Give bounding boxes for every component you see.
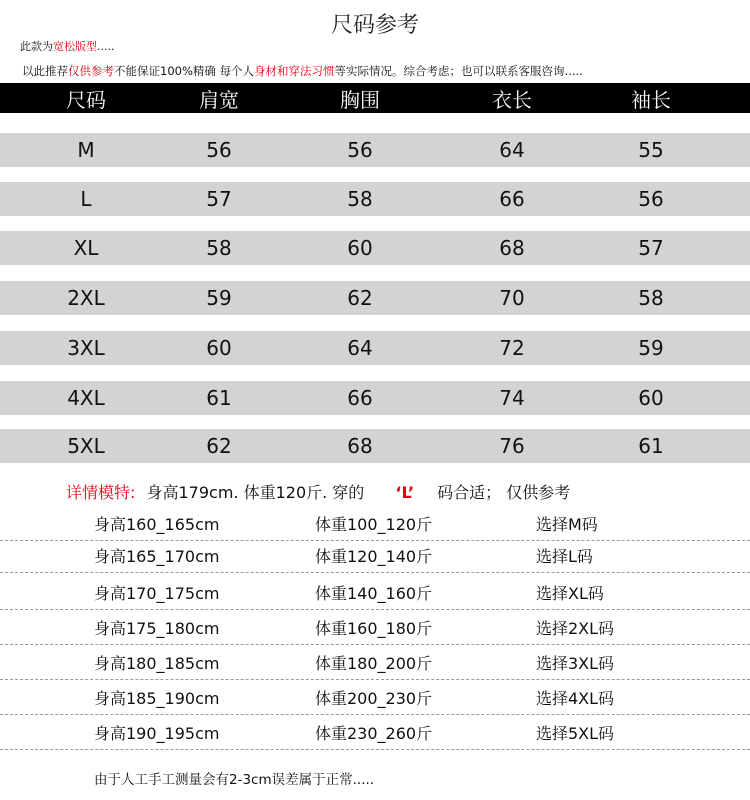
guide-height: 身高175_180cm (94, 619, 220, 638)
guide-weight: 体重140_160斤 (315, 584, 433, 603)
disclaimer-part1: 以此推荐 (22, 64, 68, 78)
cell-sleeve: 61 (638, 434, 664, 458)
guide-height: 身高160_165cm (94, 515, 220, 534)
cell-sleeve: 57 (638, 236, 664, 260)
cell-sleeve: 55 (638, 138, 664, 162)
cell-sleeve: 59 (638, 336, 664, 360)
guide-row (0, 539, 750, 573)
guide-size: 选择4XL码 (536, 689, 615, 708)
size-table-header (0, 83, 750, 113)
header-size: 尺码 (66, 87, 106, 112)
cell-size: L (80, 187, 92, 211)
style-note-suffix: ..... (97, 40, 115, 53)
cell-chest: 60 (347, 236, 373, 260)
model-suffix: 码合适； 仅供参考 (437, 483, 571, 502)
style-note-prefix: 此款为 (20, 40, 53, 53)
table-row (0, 331, 750, 365)
cell-size: 5XL (67, 434, 105, 458)
cell-sleeve: 56 (638, 187, 664, 211)
cell-chest: 66 (347, 386, 373, 410)
table-row (0, 133, 750, 167)
header-chest: 胸围 (340, 87, 380, 112)
style-note-highlight: 宽松版型 (53, 40, 97, 53)
model-info (66, 480, 570, 503)
guide-size: 选择L码 (536, 547, 593, 566)
header-shoulder: 肩宽 (199, 87, 239, 112)
guide-size: 选择XL码 (536, 584, 604, 603)
cell-shoulder: 56 (206, 138, 232, 162)
cell-shoulder: 59 (206, 286, 232, 310)
disclaimer-part3: 等实际情况。综合考虑；也可以联系客服咨询..... (334, 64, 583, 78)
model-text: 身高179cm. 体重120斤. 穿的 (146, 483, 365, 502)
guide-height: 身高165_170cm (94, 547, 220, 566)
cell-length: 68 (499, 236, 525, 260)
cell-size: M (77, 138, 95, 162)
cell-length: 70 (499, 286, 525, 310)
table-row (0, 429, 750, 463)
cell-chest: 58 (347, 187, 373, 211)
table-row (0, 381, 750, 415)
table-row (0, 281, 750, 315)
guide-height: 身高180_185cm (94, 654, 220, 673)
guide-size: 选择5XL码 (536, 724, 615, 743)
cell-chest: 62 (347, 286, 373, 310)
table-row (0, 231, 750, 265)
disclaimer-highlight2: 身材和穿法习惯 (254, 64, 335, 78)
cell-length: 76 (499, 434, 525, 458)
guide-weight: 体重120_140斤 (315, 547, 433, 566)
guide-weight: 体重200_230斤 (315, 689, 433, 708)
guide-size: 选择2XL码 (536, 619, 615, 638)
cell-shoulder: 60 (206, 336, 232, 360)
model-label: 详情模特: (66, 483, 136, 502)
cell-length: 64 (499, 138, 525, 162)
page-title: 尺码参考 (330, 13, 419, 38)
header-length: 衣长 (492, 87, 532, 112)
cell-size: 2XL (67, 286, 105, 310)
cell-shoulder: 57 (206, 187, 232, 211)
guide-height: 身高185_190cm (94, 689, 220, 708)
guide-height: 身高170_175cm (94, 584, 220, 603)
guide-weight: 体重160_180斤 (315, 619, 433, 638)
cell-shoulder: 62 (206, 434, 232, 458)
cell-sleeve: 58 (638, 286, 664, 310)
table-row (0, 182, 750, 216)
guide-weight: 体重180_200斤 (315, 654, 433, 673)
measurement-note: 由于人工手工测量会有2-3cm误差属于正常..... (94, 772, 375, 788)
guide-row (0, 507, 750, 541)
cell-chest: 68 (347, 434, 373, 458)
cell-size: 3XL (67, 336, 105, 360)
disclaimer-part2: 不能保证100%精确 每个人 (114, 64, 255, 78)
cell-size: 4XL (67, 386, 105, 410)
header-sleeve: 袖长 (631, 87, 671, 112)
guide-row (0, 611, 750, 645)
cell-sleeve: 60 (638, 386, 664, 410)
guide-height: 身高190_195cm (94, 724, 220, 743)
disclaimer-note (22, 63, 583, 79)
guide-row (0, 681, 750, 715)
cell-length: 74 (499, 386, 525, 410)
style-note (20, 38, 114, 54)
cell-length: 72 (499, 336, 525, 360)
guide-weight: 体重230_260斤 (315, 724, 433, 743)
cell-length: 66 (499, 187, 525, 211)
cell-chest: 56 (347, 138, 373, 162)
cell-shoulder: 61 (206, 386, 232, 410)
cell-chest: 64 (347, 336, 373, 360)
guide-size: 选择3XL码 (536, 654, 615, 673)
guide-row (0, 646, 750, 680)
cell-size: XL (73, 236, 99, 260)
guide-row (0, 576, 750, 610)
guide-weight: 体重100_120斤 (315, 515, 433, 534)
cell-shoulder: 58 (206, 236, 232, 260)
disclaimer-highlight1: 仅供参考 (68, 64, 114, 78)
guide-row (0, 716, 750, 750)
model-size: ‘L’ (395, 483, 415, 502)
guide-size: 选择M码 (536, 515, 598, 534)
